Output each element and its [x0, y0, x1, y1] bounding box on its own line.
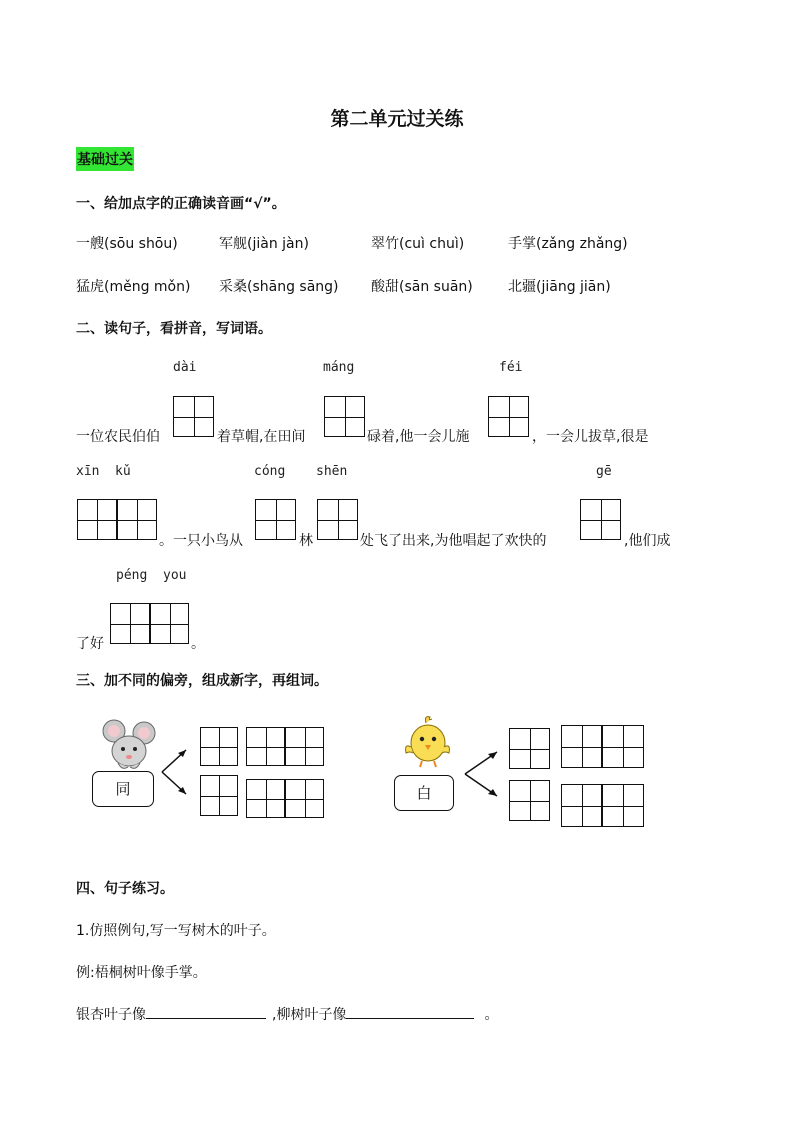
pinyin-label: gē [596, 464, 612, 479]
tianzige-box[interactable] [602, 784, 644, 827]
arrow-icon [158, 744, 192, 800]
tianzige-box[interactable] [509, 728, 550, 769]
tianzige-box[interactable] [77, 499, 117, 540]
radical-sign: 同 [92, 771, 154, 807]
tianzige-box[interactable] [117, 499, 157, 540]
q1-option[interactable]: 北疆(jiāng jiān) [508, 279, 611, 295]
mouse-icon [100, 717, 158, 775]
q4-fill-line [76, 1004, 498, 1024]
sentence-text: 。一只小鸟从 [159, 533, 243, 549]
sentence-text: ,他们成 [624, 533, 671, 549]
pinyin-label: dài [173, 360, 197, 375]
q1-option[interactable]: 手掌(zǎng zhǎng) [508, 236, 628, 252]
tianzige-box[interactable] [602, 725, 644, 768]
sentence-text: 着草帽,在田间 [217, 429, 306, 445]
sentence-text: ，一会儿拔草,很是 [532, 429, 649, 445]
q4-item: 1.仿照例句,写一写树木的叶子。 [76, 923, 276, 939]
tianzige-box[interactable] [285, 727, 324, 766]
sentence-text: 一位农民伯伯 [76, 429, 160, 445]
q1-heading: 一、给加点字的正确读音画“√”。 [76, 196, 286, 212]
answer-blank[interactable] [146, 1004, 266, 1019]
q1-option[interactable]: 猛虎(měng mǒn) [76, 279, 191, 295]
tianzige-box[interactable] [509, 780, 550, 821]
tianzige-box[interactable] [317, 499, 358, 540]
pinyin-label: péng [116, 568, 148, 583]
arrow-icon [461, 746, 503, 802]
tianzige-box[interactable] [246, 779, 285, 818]
tianzige-box[interactable] [561, 784, 602, 827]
section-tag: 基础过关 [76, 147, 134, 171]
q1-option[interactable]: 翠竹(cuì chuì) [371, 236, 465, 252]
chick-icon [402, 715, 452, 769]
fill-middle: ,柳树叶子像 [272, 1007, 347, 1023]
tianzige-box[interactable] [173, 396, 214, 437]
tianzige-box[interactable] [580, 499, 621, 540]
pinyin-label: cóng [254, 464, 286, 479]
fill-end: 。 [484, 1007, 499, 1023]
pinyin-label: máng [323, 360, 355, 375]
tianzige-box[interactable] [488, 396, 529, 437]
answer-blank[interactable] [346, 1004, 474, 1019]
q3-heading: 三、加不同的偏旁，组成新字，再组词。 [76, 673, 328, 689]
sentence-text: 处飞了出来,为他唱起了欢快的 [360, 533, 547, 549]
q4-example: 例:梧桐树叶像手掌。 [76, 965, 207, 981]
sentence-text: 了好 [76, 636, 104, 652]
q1-option[interactable]: 酸甜(sān suān) [371, 279, 473, 295]
tianzige-box[interactable] [324, 396, 365, 437]
sentence-text: 林 [299, 533, 313, 549]
tianzige-box[interactable] [200, 727, 238, 766]
pinyin-label: féi [499, 360, 523, 375]
sentence-text: 。 [191, 636, 205, 652]
q1-option[interactable]: 采桑(shāng sāng) [219, 279, 339, 295]
q4-heading: 四、句子练习。 [76, 881, 174, 897]
tianzige-box[interactable] [561, 725, 602, 768]
tianzige-box[interactable] [200, 775, 238, 816]
tianzige-box[interactable] [285, 779, 324, 818]
q1-option[interactable]: 军舰(jiàn jàn) [219, 236, 309, 252]
page-title: 第二单元过关练 [330, 108, 464, 130]
q1-option[interactable]: 一艘(sōu shōu) [76, 236, 178, 252]
pinyin-label: you [163, 568, 187, 583]
pinyin-label: shēn [316, 464, 348, 479]
tianzige-box[interactable] [150, 603, 189, 644]
fill-prefix: 银杏叶子像 [76, 1007, 146, 1023]
sentence-text: 碌着,他一会儿施 [367, 429, 470, 445]
q2-heading: 二、读句子，看拼音，写词语。 [76, 321, 272, 337]
tianzige-box[interactable] [246, 727, 285, 766]
pinyin-label: xīn [76, 464, 100, 479]
pinyin-label: kǔ [115, 464, 131, 479]
tianzige-box[interactable] [110, 603, 150, 644]
radical-sign: 白 [394, 775, 454, 811]
tianzige-box[interactable] [255, 499, 296, 540]
